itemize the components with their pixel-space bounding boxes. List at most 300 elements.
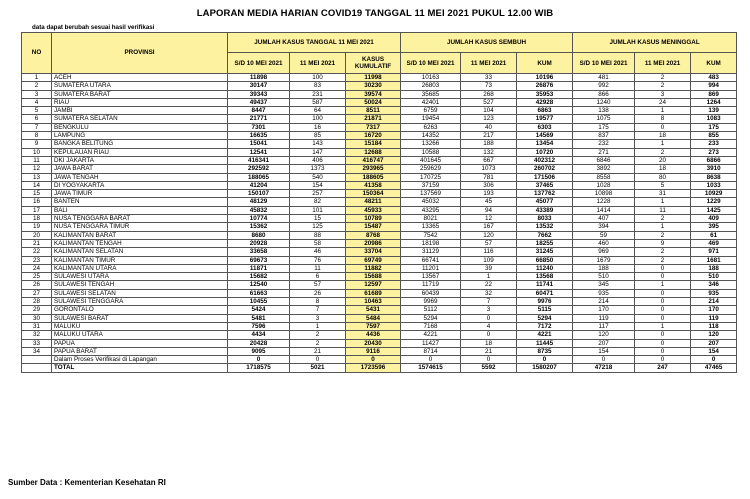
recovered-until-prev: 401645 [401,156,461,164]
deaths-cumulative: 3910 [691,165,737,173]
recovered-cumulative: 4221 [517,331,573,339]
cases-today: 143 [290,140,346,148]
row-no: 17 [22,206,52,214]
row-no: 19 [22,223,52,231]
header-kasus-day: 11 MEI 2021 [290,53,346,74]
cases-today: 2 [290,339,346,347]
recovered-until-prev: 9969 [401,298,461,306]
cases-until-prev: 4434 [228,331,290,339]
recovered-cumulative: 11445 [517,339,573,347]
cases-until-prev: 15041 [228,140,290,148]
table-body [22,74,737,373]
cases-until-prev: 12540 [228,281,290,289]
province-name: SUMATERA BARAT [52,90,228,98]
table-row [22,347,737,355]
cases-until-prev: 292592 [228,165,290,173]
province-name: SUMATERA UTARA [52,82,228,90]
cases-today: 58 [290,239,346,247]
province-name: BANGKA BELITUNG [52,140,228,148]
province-name: SULAWESI BARAT [52,314,228,322]
cases-today: 5021 [290,364,346,372]
recovered-until-prev: 8714 [401,347,461,355]
cases-today: 231 [290,90,346,98]
deaths-cumulative: 119 [691,314,737,322]
recovered-today: 57 [461,239,517,247]
recovered-until-prev: 35685 [401,90,461,98]
cases-cumulative: 61689 [346,289,401,297]
cases-today: 16 [290,123,346,131]
table-row [22,90,737,98]
deaths-today: 8 [635,115,691,123]
deaths-today: 2 [635,256,691,264]
deaths-until-prev: 175 [573,123,635,131]
province-name: SULAWESI SELATAN [52,289,228,297]
table-row [22,198,737,206]
cases-cumulative: 7597 [346,322,401,330]
cases-today: 101 [290,206,346,214]
row-no: 33 [22,339,52,347]
cases-cumulative: 45933 [346,206,401,214]
recovered-until-prev: 45032 [401,198,461,206]
deaths-until-prev: 10898 [573,190,635,198]
recovered-until-prev: 43295 [401,206,461,214]
deaths-today: 5 [635,181,691,189]
report-title: LAPORAN MEDIA HARIAN COVID19 TANGGAL 11 MEI 2021 PUKUL 12.00 WIB [196,8,554,19]
deaths-today: 247 [635,364,691,372]
verification-note: data dapat berubah sesuai hasil verifikasi [32,24,155,31]
recovered-cumulative: 137762 [517,190,573,198]
row-no: 15 [22,190,52,198]
recovered-cumulative: 66850 [517,256,573,264]
header-group-meninggal: JUMLAH KASUS MENINGGAL [573,33,737,53]
header-meninggal-day: 11 MEI 2021 [635,53,691,74]
cases-until-prev: 61663 [228,289,290,297]
recovered-cumulative: 10720 [517,148,573,156]
cases-until-prev: 15362 [228,223,290,231]
cases-today: 11 [290,264,346,272]
cases-cumulative: 8511 [346,107,401,115]
cases-today: 76 [290,256,346,264]
deaths-today: 11 [635,206,691,214]
recovered-today: 5592 [461,364,517,372]
deaths-cumulative: 61 [691,231,737,239]
deaths-cumulative: 994 [691,82,737,90]
deaths-today: 0 [635,264,691,272]
deaths-today: 2 [635,215,691,223]
deaths-cumulative: 8638 [691,173,737,181]
recovered-until-prev: 5294 [401,314,461,322]
deaths-today: 18 [635,165,691,173]
cases-until-prev: 33658 [228,248,290,256]
recovered-until-prev: 18198 [401,239,461,247]
table-row [22,306,737,314]
deaths-cumulative: 207 [691,339,737,347]
table-row [22,298,737,306]
table-row [22,339,737,347]
recovered-today: 104 [461,107,517,115]
recovered-cumulative: 171506 [517,173,573,181]
recovered-until-prev: 8021 [401,215,461,223]
recovered-cumulative: 42928 [517,98,573,106]
province-name: SULAWESI UTARA [52,273,228,281]
row-no: 7 [22,123,52,131]
recovered-today: 0 [461,356,517,364]
table-row [22,107,737,115]
cases-until-prev: 10774 [228,215,290,223]
cases-cumulative: 20986 [346,239,401,247]
deaths-today: 20 [635,156,691,164]
deaths-until-prev: 992 [573,82,635,90]
province-name: LAMPUNG [52,132,228,140]
table-row [22,115,737,123]
province-name: RIAU [52,98,228,106]
recovered-cumulative: 13568 [517,273,573,281]
cases-today: 100 [290,115,346,123]
deaths-until-prev: 1075 [573,115,635,123]
deaths-until-prev: 481 [573,74,635,82]
cases-cumulative: 8768 [346,231,401,239]
recovered-today: 217 [461,132,517,140]
row-no: 5 [22,107,52,115]
recovered-until-prev: 26803 [401,82,461,90]
row-no: 16 [22,198,52,206]
cases-until-prev: 188065 [228,173,290,181]
deaths-cumulative: 273 [691,148,737,156]
deaths-today: 2 [635,248,691,256]
cases-cumulative: 12597 [346,281,401,289]
deaths-cumulative: 1264 [691,98,737,106]
cases-cumulative: 7317 [346,123,401,131]
table-row [22,289,737,297]
cases-today: 3 [290,314,346,322]
row-no: 31 [22,322,52,330]
recovered-today: 33 [461,74,517,82]
recovered-cumulative: 26876 [517,82,573,90]
province-name: JAWA TIMUR [52,190,228,198]
cases-until-prev: 20928 [228,239,290,247]
recovered-today: 0 [461,331,517,339]
recovered-today: 3 [461,306,517,314]
deaths-cumulative: 935 [691,289,737,297]
recovered-until-prev: 11427 [401,339,461,347]
deaths-until-prev: 47218 [573,364,635,372]
cases-until-prev: 30147 [228,82,290,90]
row-no: 26 [22,281,52,289]
cases-until-prev: 20428 [228,339,290,347]
province-name: NUSA TENGGARA TIMUR [52,223,228,231]
row-no: 27 [22,289,52,297]
cases-today: 1 [290,322,346,330]
recovered-today: 40 [461,123,517,131]
table-row [22,140,737,148]
deaths-cumulative: 120 [691,331,737,339]
deaths-until-prev: 138 [573,107,635,115]
row-no: 10 [22,148,52,156]
cases-until-prev: 12541 [228,148,290,156]
table-row [22,231,737,239]
header-group-kasus: JUMLAH KASUS TANGGAL 11 MEI 2021 [228,33,401,53]
deaths-until-prev: 3892 [573,165,635,173]
province-name: KALIMANTAN TIMUR [52,256,228,264]
deaths-until-prev: 271 [573,148,635,156]
table-row [22,132,737,140]
cases-until-prev: 5481 [228,314,290,322]
recovered-until-prev: 170725 [401,173,461,181]
deaths-today: 80 [635,173,691,181]
row-no: 2 [22,82,52,90]
recovered-today: 109 [461,256,517,264]
recovered-until-prev: 60439 [401,289,461,297]
deaths-today: 0 [635,339,691,347]
cases-cumulative: 15184 [346,140,401,148]
cases-until-prev: 7301 [228,123,290,131]
header-kasus-kumulatif: KASUS KUMULATIF [346,53,401,74]
recovered-today: 73 [461,82,517,90]
row-no: 24 [22,264,52,272]
deaths-until-prev: 119 [573,314,635,322]
cases-cumulative: 15487 [346,223,401,231]
row-no: 14 [22,181,52,189]
cases-today: 83 [290,82,346,90]
deaths-cumulative: 346 [691,281,737,289]
province-name: KEPULAUAN RIAU [52,148,228,156]
deaths-cumulative: 188 [691,264,737,272]
cases-cumulative: 11882 [346,264,401,272]
deaths-cumulative: 1425 [691,206,737,214]
deaths-today: 0 [635,306,691,314]
deaths-cumulative: 47465 [691,364,737,372]
recovered-today: 120 [461,231,517,239]
deaths-until-prev: 207 [573,339,635,347]
recovered-today: 1 [461,273,517,281]
deaths-today: 1 [635,140,691,148]
recovered-cumulative: 1580207 [517,364,573,372]
recovered-today: 781 [461,173,517,181]
deaths-cumulative: 409 [691,215,737,223]
deaths-until-prev: 866 [573,90,635,98]
deaths-today: 1 [635,198,691,206]
deaths-today: 0 [635,273,691,281]
deaths-today: 1 [635,322,691,330]
cases-cumulative: 1723596 [346,364,401,372]
recovered-today: 116 [461,248,517,256]
recovered-today: 21 [461,347,517,355]
recovered-cumulative: 31245 [517,248,573,256]
deaths-until-prev: 214 [573,298,635,306]
province-name: KALIMANTAN BARAT [52,231,228,239]
recovered-until-prev: 13365 [401,223,461,231]
cases-until-prev: 8447 [228,107,290,115]
deaths-cumulative: 214 [691,298,737,306]
cases-cumulative: 5431 [346,306,401,314]
deaths-until-prev: 1228 [573,198,635,206]
cases-cumulative: 21871 [346,115,401,123]
cases-today: 64 [290,107,346,115]
province-name: DI YOGYAKARTA [52,181,228,189]
cases-cumulative: 5484 [346,314,401,322]
deaths-until-prev: 120 [573,331,635,339]
cases-until-prev: 11871 [228,264,290,272]
table-row [22,273,737,281]
recovered-cumulative: 7172 [517,322,573,330]
cases-cumulative: 12688 [346,148,401,156]
deaths-cumulative: 1681 [691,256,737,264]
cases-cumulative: 69749 [346,256,401,264]
deaths-until-prev: 0 [573,356,635,364]
cases-today: 57 [290,281,346,289]
table-header [22,33,737,74]
cases-today: 82 [290,198,346,206]
deaths-today: 0 [635,331,691,339]
recovered-until-prev: 5112 [401,306,461,314]
province-name: JAWA BARAT [52,165,228,173]
cases-today: 154 [290,181,346,189]
deaths-until-prev: 345 [573,281,635,289]
recovered-today: 94 [461,206,517,214]
table-row [22,156,737,164]
recovered-today: 22 [461,281,517,289]
recovered-today: 268 [461,90,517,98]
cases-cumulative: 20430 [346,339,401,347]
table-row [22,165,737,173]
deaths-cumulative: 0 [691,356,737,364]
cases-cumulative: 50024 [346,98,401,106]
province-name: MALUKU [52,322,228,330]
deaths-until-prev: 1028 [573,181,635,189]
header-meninggal-kum: KUM [691,53,737,74]
province-name: KALIMANTAN SELATAN [52,248,228,256]
cases-cumulative: 16720 [346,132,401,140]
table-row [22,356,737,364]
recovered-today: 667 [461,156,517,164]
cases-until-prev: 49437 [228,98,290,106]
deaths-cumulative: 10929 [691,190,737,198]
table-row [22,331,737,339]
deaths-cumulative: 1229 [691,198,737,206]
cases-until-prev: 16635 [228,132,290,140]
deaths-cumulative: 395 [691,223,737,231]
province-name: ACEH [52,74,228,82]
row-no: 30 [22,314,52,322]
table-row [22,206,737,214]
table-row [22,239,737,247]
deaths-until-prev: 170 [573,306,635,314]
header-meninggal-sd: S/D 10 MEI 2021 [573,53,635,74]
deaths-until-prev: 407 [573,215,635,223]
recovered-today: 167 [461,223,517,231]
deaths-until-prev: 232 [573,140,635,148]
deaths-today: 0 [635,123,691,131]
recovered-cumulative: 37465 [517,181,573,189]
table-row [22,215,737,223]
recovered-cumulative: 402312 [517,156,573,164]
cases-today: 540 [290,173,346,181]
recovered-until-prev: 259629 [401,165,461,173]
recovered-today: 132 [461,148,517,156]
deaths-cumulative: 469 [691,239,737,247]
cases-today: 46 [290,248,346,256]
deaths-cumulative: 1033 [691,181,737,189]
table-row [22,82,737,90]
cases-cumulative: 33704 [346,248,401,256]
recovered-until-prev: 10163 [401,74,461,82]
cases-today: 125 [290,223,346,231]
recovered-cumulative: 18255 [517,239,573,247]
province-name: SULAWESI TENGAH [52,281,228,289]
province-name: KALIMANTAN UTARA [52,264,228,272]
deaths-today: 31 [635,190,691,198]
row-no: 3 [22,90,52,98]
province-name: GORONTALO [52,306,228,314]
recovered-until-prev: 66741 [401,256,461,264]
cases-until-prev: 48129 [228,198,290,206]
table-row [22,190,737,198]
cases-today: 257 [290,190,346,198]
cases-today: 1373 [290,165,346,173]
recovered-today: 4 [461,322,517,330]
cases-today: 406 [290,156,346,164]
covid-report-table [21,32,737,373]
cases-until-prev: 7596 [228,322,290,330]
header-sembuh-kum: KUM [517,53,573,74]
deaths-today: 0 [635,314,691,322]
cases-today: 0 [290,356,346,364]
deaths-cumulative: 170 [691,306,737,314]
cases-today: 8 [290,298,346,306]
deaths-today: 3 [635,90,691,98]
recovered-today: 1073 [461,165,517,173]
deaths-cumulative: 971 [691,248,737,256]
table-row [22,281,737,289]
cases-cumulative: 30230 [346,82,401,90]
cases-cumulative: 41358 [346,181,401,189]
cases-until-prev: 15682 [228,273,290,281]
recovered-cumulative: 11240 [517,264,573,272]
cases-today: 7 [290,306,346,314]
recovered-today: 45 [461,198,517,206]
recovered-until-prev: 13266 [401,140,461,148]
recovered-cumulative: 0 [517,356,573,364]
recovered-today: 39 [461,264,517,272]
deaths-until-prev: 1679 [573,256,635,264]
recovered-cumulative: 8735 [517,347,573,355]
row-no [22,356,52,364]
recovered-cumulative: 5294 [517,314,573,322]
deaths-today: 2 [635,148,691,156]
cases-until-prev: 0 [228,356,290,364]
table-row [22,248,737,256]
deaths-today: 2 [635,74,691,82]
province-name: MALUKU UTARA [52,331,228,339]
row-no: 4 [22,98,52,106]
deaths-today: 24 [635,98,691,106]
cases-today: 21 [290,347,346,355]
recovered-cumulative: 7662 [517,231,573,239]
recovered-until-prev: 13567 [401,273,461,281]
recovered-today: 12 [461,215,517,223]
deaths-cumulative: 175 [691,123,737,131]
cases-cumulative: 416747 [346,156,401,164]
province-name: KALIMANTAN TENGAH [52,239,228,247]
recovered-until-prev: 1574615 [401,364,461,372]
deaths-cumulative: 483 [691,74,737,82]
recovered-until-prev: 14352 [401,132,461,140]
deaths-today: 0 [635,289,691,297]
row-no: 29 [22,306,52,314]
deaths-today: 0 [635,347,691,355]
cases-cumulative: 10463 [346,298,401,306]
cases-today: 85 [290,132,346,140]
